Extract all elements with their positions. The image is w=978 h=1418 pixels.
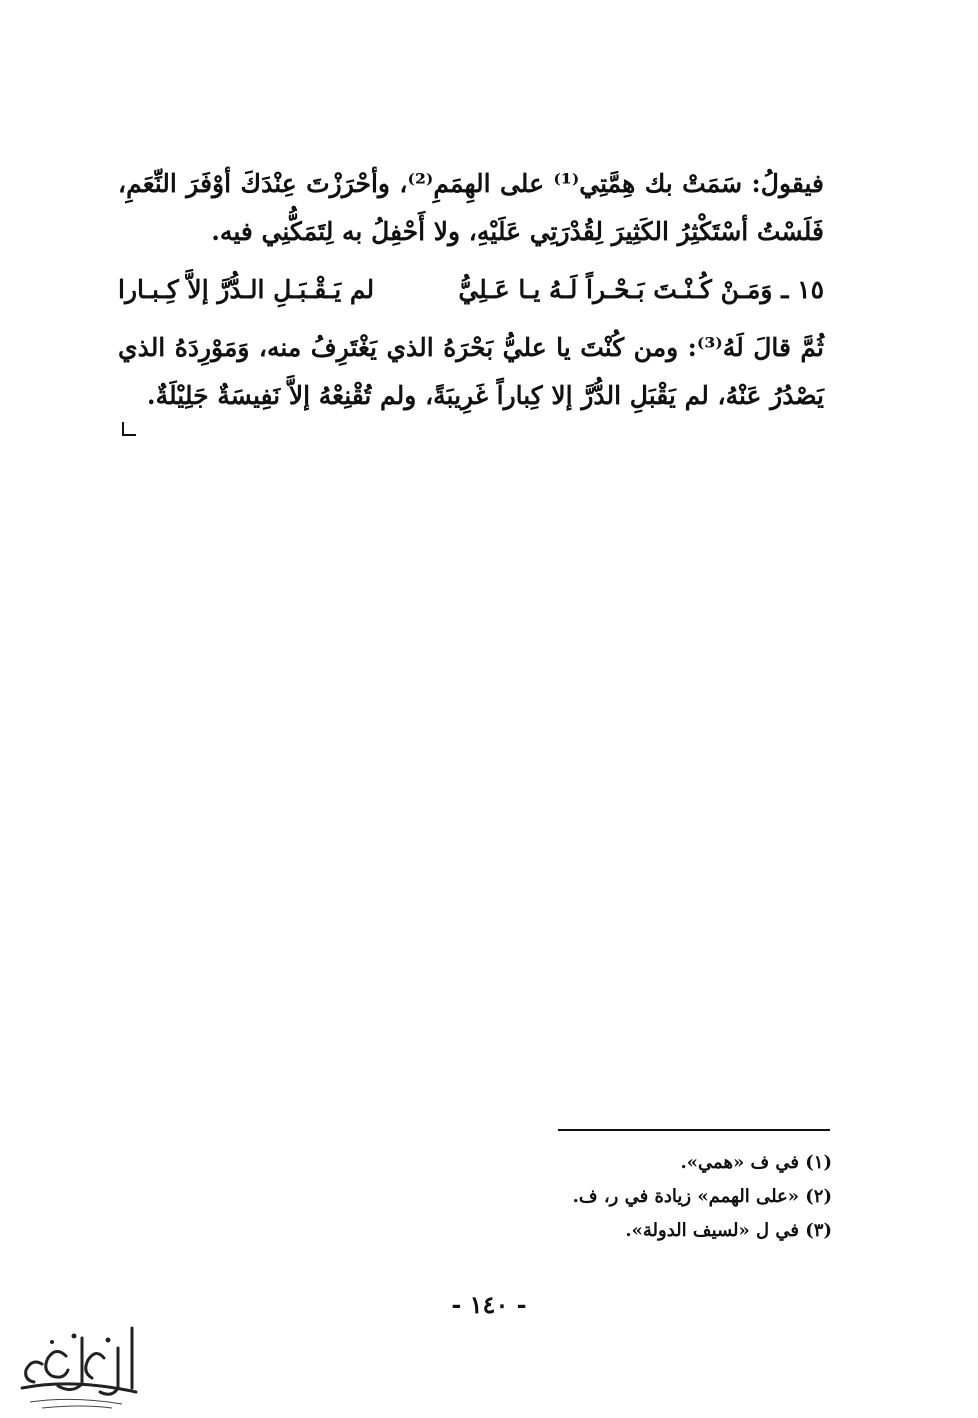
main-text xyxy=(118,160,824,420)
poem-verse-15 xyxy=(118,266,824,314)
footnote-3: (٣) في ل «لسيف الدولة». xyxy=(625,1220,832,1241)
verse-hemistich-first: ١٥ ـ وَمَـنْ كُـنْـتَ بَـحْـراً لَـهُ يـا عَـلِيُّ xyxy=(458,275,824,304)
footnote-1: (١) في ف «همي». xyxy=(680,1152,832,1173)
calligraphy-logo-icon xyxy=(12,1318,144,1414)
page-number: - ١٤٠ - xyxy=(451,1290,527,1319)
verse-hemistich-second: لم يَـقْـبَـلِ الـدُّرَّ إلاَّ كِـبـارا xyxy=(118,275,375,304)
footnote-2: (٢) «على الهمم» زيادة في ر، ف. xyxy=(572,1186,832,1207)
commentary-paragraph-2: ثُمَّ قالَ لَهُ⁽³⁾: ومن كُنْتَ يا عليُّ بَحْرَهُ الذي يَغْتَرِفُ منه، وَمَوْرِدَهُ الذي يَصْدُرُ عَنْهُ، لم يَقْبَلِ الدُّرَّ إلا كِباراً غَرِيبَةً، ولم تُقْنِعْهُ إلاَّ نَفِيسَةٌ جَلِيْلَةٌ. xyxy=(118,333,824,410)
footnotes xyxy=(432,1146,832,1248)
section-end-mark xyxy=(122,422,136,436)
library-watermark-icon xyxy=(12,1318,144,1414)
commentary-paragraph-1: فيقولُ: سَمَتْ بك هِمَّتِي⁽¹⁾ على الهِمَمِ⁽²⁾، وأحْرَزْتَ عِنْدَكَ أوْفَرَ النِّعَمِ، فَلَسْتُ أسْتَكْثِرُ الكَثِيرَ لِقُدْرَتِي عَلَيْهِ، ولا أَحْفِلُ به لِتَمَكُّنِي فيه. xyxy=(118,169,825,246)
footnote-separator xyxy=(558,1129,830,1131)
